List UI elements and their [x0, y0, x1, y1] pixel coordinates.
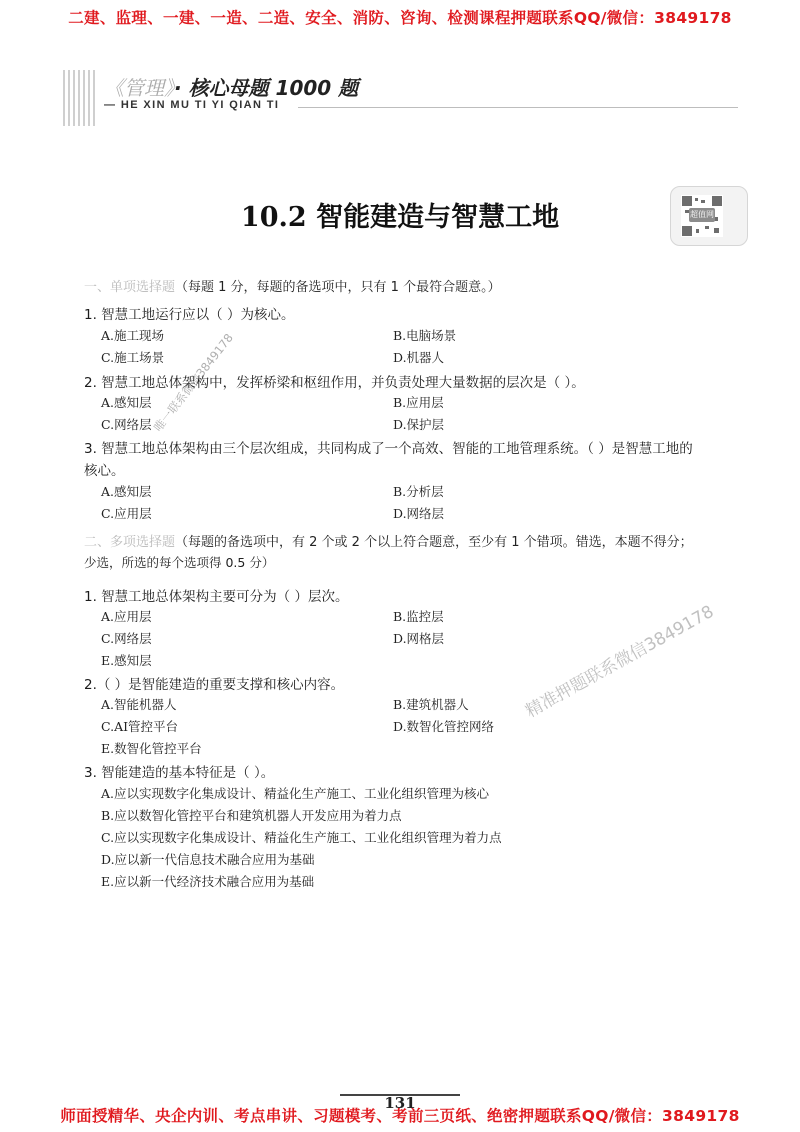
header-stripes-decoration [62, 70, 96, 126]
header-rule [298, 107, 738, 108]
option: D.网络层 [393, 506, 445, 521]
option: D.应以新一代信息技术融合应用为基础 [101, 852, 315, 867]
option: B.分析层 [393, 484, 444, 499]
option: D.数智化管控网络 [393, 719, 495, 734]
header-main-title: · 核心母题 1000 题 [174, 76, 359, 100]
question-stem: 2. 智慧工地总体架构中，发挥桥梁和枢纽作用，并负责处理大量数据的层次是（ ）。 [84, 375, 585, 391]
option: B.建筑机器人 [393, 697, 469, 712]
question-stem: 2.（ ）是智能建造的重要支撑和核心内容。 [84, 677, 345, 693]
option: E.感知层 [101, 653, 152, 668]
section-title: 二、多项选择题 [84, 535, 176, 550]
section-multi-choice-heading [84, 531, 693, 550]
watermark-small: 唯一联系微信3849178 [150, 330, 236, 435]
option: C.AI管控平台 [101, 719, 179, 734]
option: E.数智化管控平台 [101, 741, 202, 756]
watermark-large: 精准押题联系微信3849178 [522, 601, 718, 722]
option: D.机器人 [393, 350, 445, 365]
section-note: （每题的备选项中，有 2 个或 2 个以上符合题意，至少有 1 个错项。错选，本题不得分； [175, 535, 693, 550]
top-banner: 二建、监理、一建、一造、二造、安全、消防、咨询、检测课程押题联系QQ/微信：3849178 [68, 9, 732, 27]
section-title: 一、单项选择题 [84, 280, 176, 295]
question-stem: 1. 智慧工地运行应以（ ）为核心。 [84, 307, 295, 323]
question-stem: 3. 智能建造的基本特征是（ ）。 [84, 765, 275, 781]
question-stem-continued: 核心。 [84, 463, 125, 479]
question-stem: 3. 智慧工地总体架构由三个层次组成，共同构成了一个高效、智能的工地管理系统。（ ）是智慧工地的 [84, 441, 693, 457]
option: C.应以实现数字化集成设计、精益化生产施工、工业化组织管理为着力点 [101, 830, 502, 845]
section-single-choice-heading [84, 276, 501, 295]
page-number: 131 [384, 1094, 416, 1112]
option: D.保护层 [393, 417, 445, 432]
section-note: （每题 1 分，每题的备选项中，只有 1 个最符合题意。） [175, 280, 501, 295]
option: A.感知层 [101, 484, 152, 499]
header-book-name: 《管理》 [104, 76, 174, 100]
option: A.应以实现数字化集成设计、精益化生产施工、工业化组织管理为核心 [101, 786, 490, 801]
option: A.感知层 [101, 395, 152, 410]
option: A.应用层 [101, 609, 152, 624]
option: C.网络层 [101, 631, 152, 646]
qr-badge: 超值网 [689, 208, 715, 222]
chapter-title: 10.2 智能建造与智慧工地 [240, 202, 560, 233]
option: C.施工场景 [101, 350, 165, 365]
running-header-title [104, 72, 358, 101]
option: A.施工现场 [101, 328, 165, 343]
question-stem: 1. 智慧工地总体架构主要可分为（ ）层次。 [84, 589, 349, 605]
option: C.应用层 [101, 506, 152, 521]
option: E.应以新一代经济技术融合应用为基础 [101, 874, 315, 889]
section-note-continued: 少选，所选的每个选项得 0.5 分） [84, 555, 275, 570]
option: B.应用层 [393, 395, 444, 410]
running-header-pinyin: — HE XIN MU TI YI QIAN TI [104, 99, 279, 111]
option: B.监控层 [393, 609, 444, 624]
bottom-banner: 师面授精华、央企内训、考点串讲、习题模考、考前三页纸、绝密押题联系QQ/微信：3849178 [60, 1107, 740, 1125]
qr-code [670, 186, 748, 246]
option: C.网络层 [101, 417, 152, 432]
option: B.应以数智化管控平台和建筑机器人开发应用为着力点 [101, 808, 402, 823]
option: B.电脑场景 [393, 328, 457, 343]
option: A.智能机器人 [101, 697, 177, 712]
option: D.网格层 [393, 631, 445, 646]
